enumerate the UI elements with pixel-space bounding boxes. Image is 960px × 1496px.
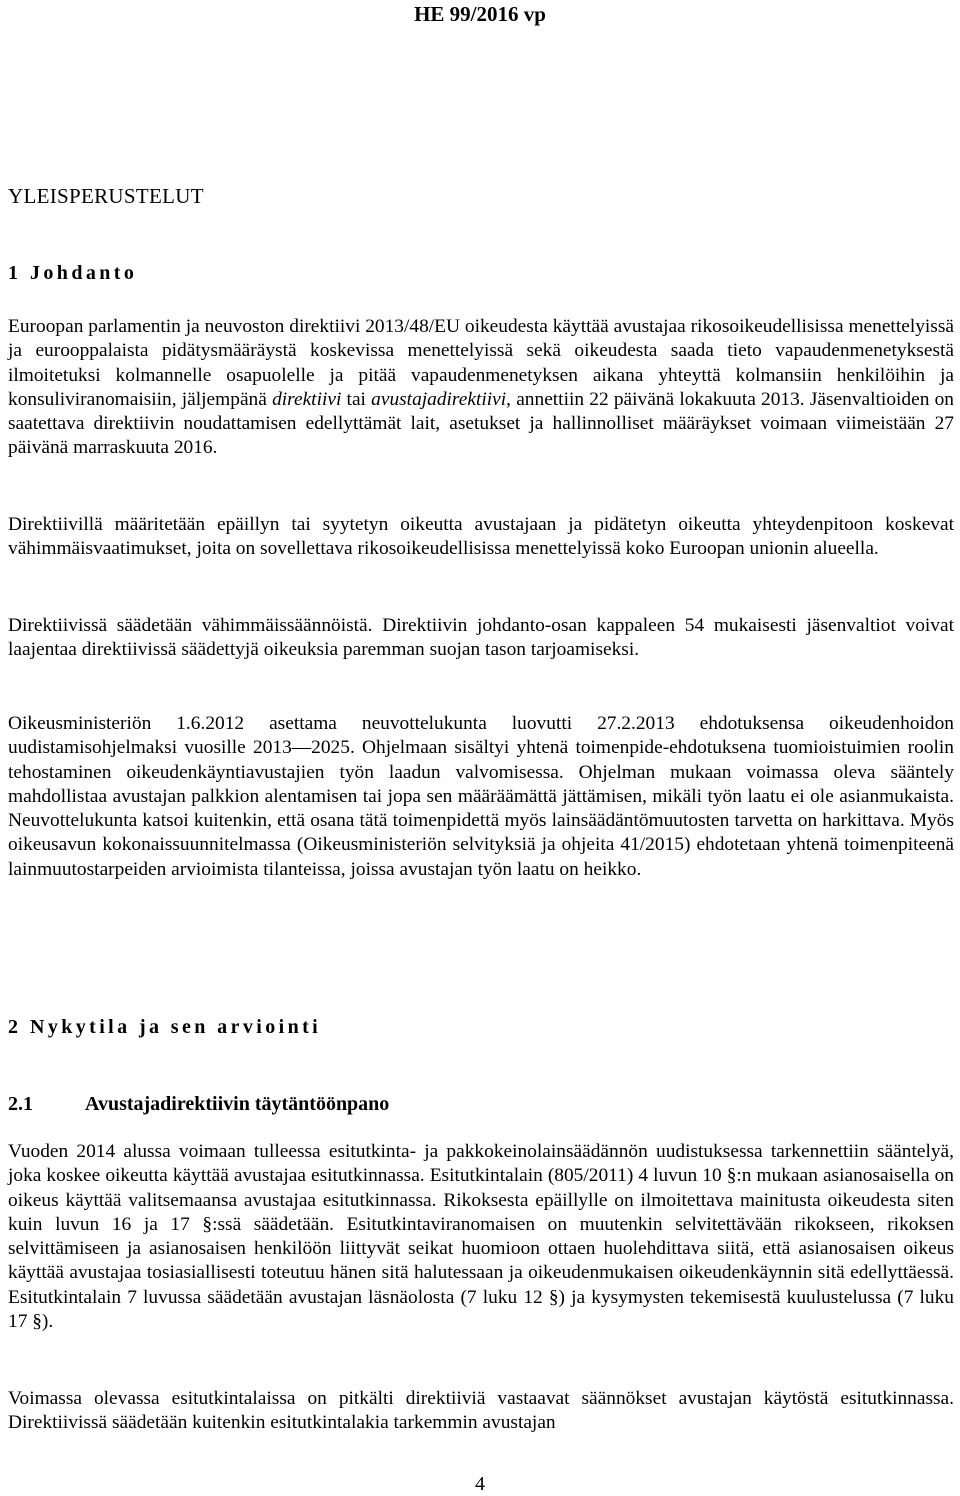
paragraph-text: , annettiin 22 päivänä lokakuuta 2013. Jäsenvaltioiden on saatettava direktiivin noudattamisen edellyttämät lait, asetukset ja hallinnolliset määräykset voimaan viimeistään 27 päivänä marraskuuta 2016. <box>8 388 954 459</box>
section-heading-1 <box>8 262 137 285</box>
subsection-title: Avustajadirektiivin täytäntöönpano <box>85 1093 390 1115</box>
paragraph-text: Voimassa olevassa esitutkintalaissa on pitkälti direktiiviä vastaavat säännökset avustajan käytöstä esitutkinnassa. Direktiivissä säädetään kuitenkin esitutkintalakia tarkemmin avustajan <box>8 1388 954 1434</box>
page-number: 4 <box>475 1473 485 1495</box>
subsection-number: 2.1 <box>8 1093 33 1115</box>
section-number: 1 <box>8 262 18 284</box>
section-title: Nykytila ja sen arviointi <box>30 1016 322 1038</box>
section-title: Johdanto <box>30 262 138 284</box>
paragraph-6 <box>8 1387 954 1436</box>
term-avustajadirektiivi: avustajadirektiivi <box>371 388 507 410</box>
paragraph-4 <box>8 712 954 882</box>
paragraph-text: tai <box>341 388 372 410</box>
section-heading-2 <box>8 1016 321 1039</box>
page-title: YLEISPERUSTELUT <box>8 184 204 208</box>
paragraph-text: Direktiivissä säädetään vähimmäissäännöistä. Direktiivin johdanto-osan kappaleen 54 mukaisesti jäsenvaltiot voivat laajentaa direktiivissä säädettyjä oikeuksia paremman suojan tason tarjoamiseksi. <box>8 615 954 661</box>
paragraph-text: Euroopan parlamentin ja neuvoston direktiivi 2013/48/EU oikeudesta käyttää avustajaa rikosoikeudellisissa menettelyissä ja eurooppalaista pidätysmääräystä koskevissa menettelyissä sekä oikeudesta saada tieto vapaudenmenetyksestä ilmoitetuksi kolmannelle osapuolelle ja pitää vapaudenmenetyksen aikana yhteyttä kolmansiin henkilöihin ja konsuliviranomaisiin, jäljempänä <box>8 316 954 410</box>
paragraph-text: Direktiivillä määritetään epäillyn tai syytetyn oikeutta avustajaan ja pidätetyn oikeutta yhteydenpitoon koskevat vähimmäisvaatimukset, joita on sovellettava rikosoikeudellisissa menettelyissä koko Euroopan unionin alueella. <box>8 514 954 560</box>
paragraph-3 <box>8 614 954 663</box>
document-id-header: HE 99/2016 vp <box>414 2 546 26</box>
paragraph-1 <box>8 315 954 461</box>
subsection-heading-2-1 <box>8 1093 389 1116</box>
term-direktiivi: direktiivi <box>272 388 342 410</box>
paragraph-5 <box>8 1140 954 1334</box>
paragraph-text: Oikeusministeriön 1.6.2012 asettama neuvottelukunta luovutti 27.2.2013 ehdotuksensa oikeudenhoidon uudistamisohjelmaksi vuosille 2013—2025. Ohjelmaan sisältyi yhtenä toimenpide-ehdotuksena tuomioistuimien roolin tehostaminen oikeudenkäyntiavustajien työn laadun valvomisessa. Ohjelman mukaan voimassa oleva sääntely mahdollistaa avustajan palkkion alentamisen tai jopa sen määräämättä jättämisen, mikäli työn laatu ei ole asianmukaista. Neuvottelukunta katsoi kuitenkin, että osana tätä toimenpidettä myös lainsäädäntömuutosten tarvetta on harkittava. Myös oikeusavun kokonaissuunnitelmassa (Oikeusministeriön selvityksiä ja ohjeita 41/2015) ehdotetaan yhtenä toimenpiteenä lainmuutostarpeiden arvioimista tilanteissa, joissa avustajan työn laatu on heikko. <box>8 713 954 880</box>
paragraph-text: Vuoden 2014 alussa voimaan tulleessa esitutkinta- ja pakkokeinolainsäädännön uudistuksessa tarkennettiin sääntelyä, joka koskee oikeutta käyttää avustajaa esitutkinnassa. Esitutkintalain (805/2011) 4 luvun 10 §:n mukaan asianosaisella on oikeus käyttää valitsemaansa avustajaa esitutkinnassa. Rikoksesta epäillylle on ilmoitettava mainitusta oikeudesta siten kuin luvun 16 ja 17 §:ssä säädetään. Esitutkintaviranomaisen on muutenkin selvitettävään rikokseen, rikoksen selvittämiseen ja asianosaisen henkilöön liittyvät seikat huomioon ottaen huolehdittava siitä, että asianosaisen oikeus käyttää avustajaa tosiasiallisesti toteutuu hänen sitä halutessaan ja oikeudenmukaisen oikeudenkäynnin sitä edellyttäessä. Esitutkintalain 7 luvussa säädetään avustajan läsnäolosta (7 luku 12 §) ja kysymysten tekemisestä kuulustelussa (7 luku 17 §). <box>8 1141 954 1333</box>
section-number: 2 <box>8 1016 18 1038</box>
paragraph-2 <box>8 513 954 562</box>
